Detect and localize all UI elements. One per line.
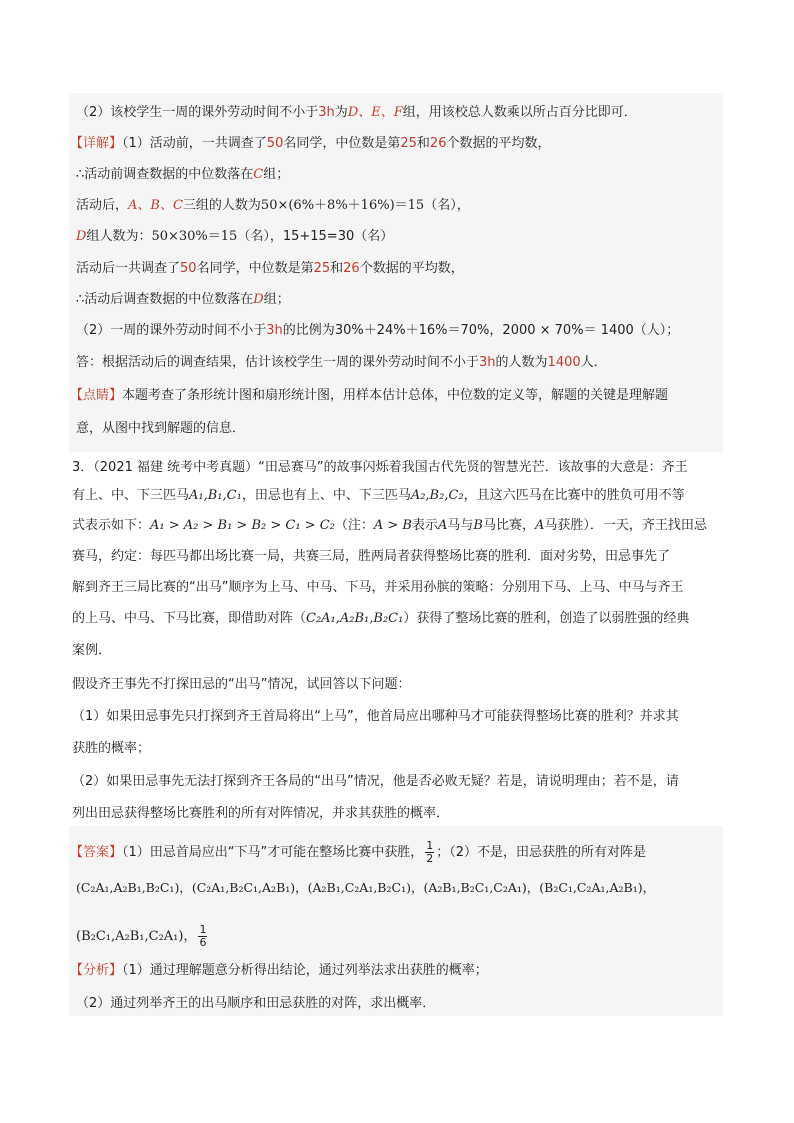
- text-line: 案例．: [72, 643, 112, 658]
- text-line: 列出田忌获得整场比赛胜利的所有对阵情况，并求其获胜的概率．: [72, 806, 450, 821]
- text-line: 【答案】（1）田忌首局应出“下马”才可能在整场比赛中获胜， $\frac{1}{2}$ ；（2）不是，田忌获胜的所有对阵是: [70, 839, 647, 865]
- text-line: 有上、中、下三匹马A₁,B₁,C₁，田忌也有上、中、下三匹马A₂,B₂,C₂，且这六匹马在比赛中的胜负可用不等: [72, 488, 685, 503]
- text-line: ∴活动后调查数据的中位数落在D组；: [76, 292, 290, 307]
- text-line: （2）通过列举齐王的出马顺序和田忌获胜的对阵，求出概率．: [76, 996, 436, 1011]
- text-line: 活动后一共调查了50名同学，中位数是第25和26个数据的平均数，: [76, 261, 464, 276]
- text-line: （2）一周的课外劳动时间不小于3h的比例为30%＋24%＋16%＝70%，2000 × 70%＝ 1400（人）；: [76, 323, 680, 338]
- text-line: D组人数为：50×30%＝15（名），15+15=30（名）: [76, 229, 394, 244]
- answer-label: 【答案】: [70, 845, 123, 860]
- text-line: 的上马、中马、下马比赛，即借助对阵（C₂A₁,A₂B₁,B₂C₁）获得了整场比赛的胜利，创造了以弱胜强的经典: [72, 611, 690, 626]
- fraction: $\frac{1}{2}$: [426, 839, 434, 865]
- fraction: $\frac{1}{6}$: [199, 923, 207, 949]
- text-line: （1）如果田忌事先只打探到齐王首局将出“上马”，他首局应出哪种马才可能获得整场比赛的胜利？并求其: [72, 709, 679, 724]
- question-title: 3．（2021 福建 统考中考真题）“田忌赛马”的故事闪烁着我国古代先贤的智慧光芒．该故事的大意是：齐王: [72, 460, 688, 475]
- text-line: 假设齐王事先不打探田忌的“出马”情况，试回答以下问题：: [72, 677, 411, 692]
- comment-label: 【点睛】: [70, 388, 123, 403]
- text-line: (B₂C₁,A₂B₁,C₂A₁)， $\frac{1}{6}$: [76, 923, 207, 949]
- text-line: (C₂A₁,A₂B₁,B₂C₁)，(C₂A₁,B₂C₁,A₂B₁)，(A₂B₁,C₂A₁,B₂C₁)，(A₂B₁,B₂C₁,C₂A₁)，(B₂C₁,C₂A₁,A₂B₁)，: [76, 880, 656, 895]
- text-line: 【详解】（1）活动前，一共调查了50名同学，中位数是第25和26个数据的平均数，: [70, 136, 551, 151]
- text-line: 获胜的概率；: [72, 741, 151, 756]
- text-line: 解到齐王三局比赛的“出马”顺序为上马、中马、下马，并采用孙膑的策略：分别用下马、上马、中马与齐王: [72, 580, 684, 595]
- text-line: （2）该校学生一周的课外劳动时间不小于3h为D、E、F组，用该校总人数乘以所占百分比即可．: [76, 105, 637, 120]
- text-line: 答：根据活动后的调查结果，估计该校学生一周的课外劳动时间不小于3h的人数为1400人．: [76, 355, 607, 370]
- analysis-label: 【分析】: [70, 963, 123, 978]
- text-line: 赛马，约定：每匹马都出场比赛一局，共赛三局，胜两局者获得整场比赛的胜利．面对劣势，田忌事先了: [72, 549, 671, 564]
- text-line: 【分析】（1）通过理解题意分析得出结论，通过列举法求出获胜的概率；: [70, 963, 488, 978]
- text-line: 式表示如下：A₁ > A₂ > B₁ > B₂ > C₁ > C₂（注：A > B表示A马与B马比赛，A马获胜）．一天，齐王找田忌: [72, 518, 707, 533]
- text-line: ∴活动前调查数据的中位数落在C组；: [76, 167, 290, 182]
- text-line: 活动后，A、B、C三组的人数为50×(6%＋8%＋16%)＝15（名），: [76, 198, 470, 213]
- text-line: （2）如果田忌事先无法打探到齐王各局的“出马”情况，他是否必败无疑？若是，请说明理由；若不是，请: [72, 774, 679, 789]
- text-line: 【点睛】本题考查了条形统计图和扇形统计图，用样本估计总体，中位数的定义等，解题的关键是理解题: [70, 388, 669, 403]
- text-line: 意，从图中找到解题的信息．: [76, 421, 246, 436]
- detail-label: 【详解】: [70, 136, 123, 151]
